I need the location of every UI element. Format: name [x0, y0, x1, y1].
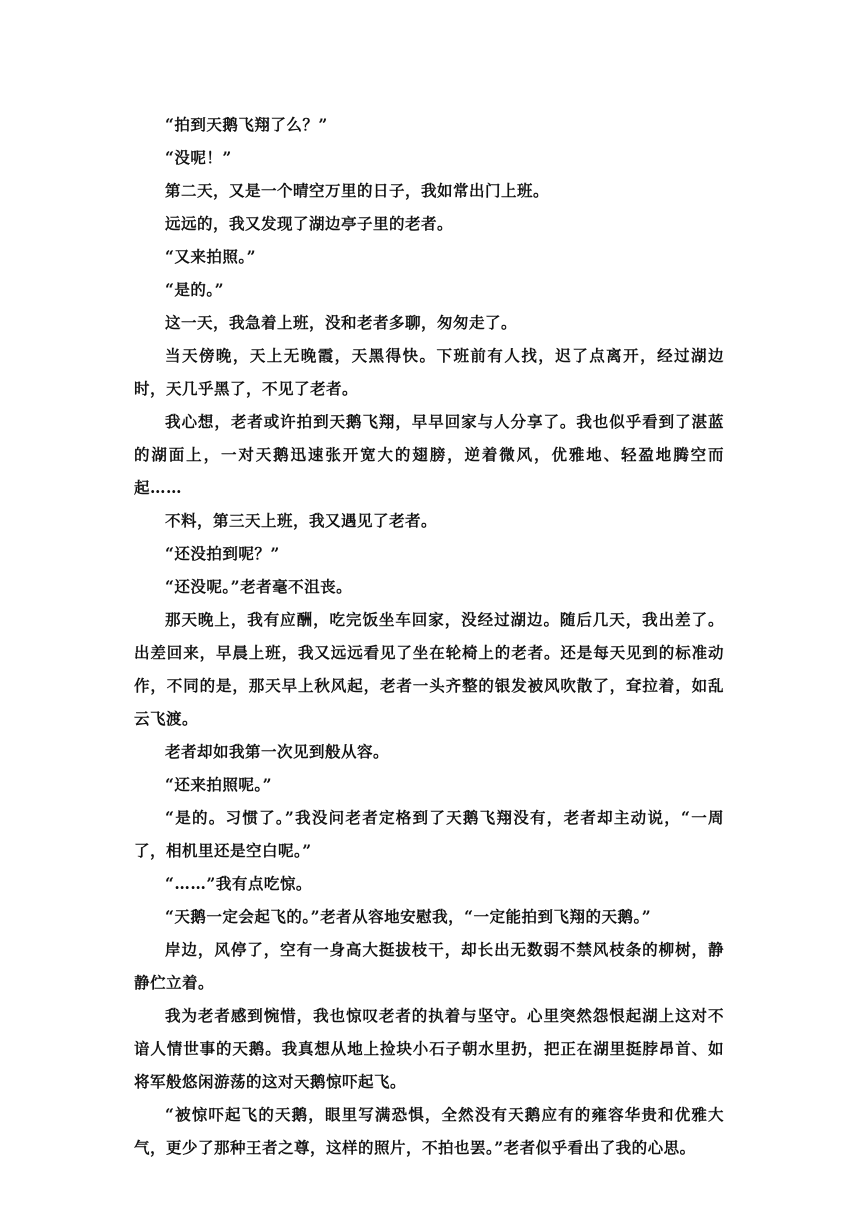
paragraph-5: “又来拍照。” [165, 247, 257, 266]
paragraph-13: 那天晚上，我有应酬，吃完饭坐车回家，没经过湖边。随后几天，我出差了。出差回来，早晨上班，我又远远看见了坐在轮椅上的老者。还是每天见到的标准动作，不同的是，那天早上秋风起，老者一头齐整的银发被风吹散了，耷拉着，如乱云飞渡。 [134, 610, 724, 728]
paragraph-7: 这一天，我急着上班，没和老者多聊，匆匆走了。 [165, 313, 518, 332]
paragraph-4: 远远的，我又发现了湖边亭子里的老者。 [165, 214, 454, 233]
paragraph-15: “还来拍照呢。” [165, 775, 273, 794]
paragraph-21: “被惊吓起飞的天鹅，眼里写满恐惧，全然没有天鹅应有的雍容华贵和优雅大气，更少了那种王者之尊，这样的照片，不拍也罢。”老者似乎看出了我的心思。 [134, 1105, 724, 1157]
paragraph-6: “是的。” [165, 280, 225, 299]
paragraph-14: 老者却如我第一次见到般从容。 [165, 742, 390, 761]
paragraph-9: 我心想，老者或许拍到天鹅飞翔，早早回家与人分享了。我也似乎看到了湛蓝的湖面上，一对天鹅迅速张开宽大的翅膀，逆着微风，优雅地、轻盈地腾空而起…… [134, 412, 724, 497]
paragraph-11: “还没拍到呢？” [165, 544, 280, 563]
paragraph-1: “拍到天鹅飞翔了么？” [165, 115, 328, 134]
paragraph-12: “还没呢。”老者毫不沮丧。 [165, 577, 353, 596]
paragraph-17: “……”我有点吃惊。 [165, 874, 312, 893]
paragraph-20: 我为老者感到惋惜，我也惊叹老者的执着与坚守。心里突然怨恨起湖上这对不谙人情世事的天鹅。我真想从地上捡块小石子朝水里扔，把正在湖里挺脖昂首、如将军般悠闲游荡的这对天鹅惊吓起飞。 [134, 1006, 724, 1091]
paragraph-8: 当天傍晚，天上无晚霞，天黑得快。下班前有人找，迟了点离开，经过湖边时，天几乎黑了，不见了老者。 [134, 346, 724, 398]
paragraph-3: 第二天，又是一个晴空万里的日子，我如常出门上班。 [165, 181, 550, 200]
paragraph-18: “天鹅一定会起飞的。”老者从容地安慰我，“一定能拍到飞翔的天鹅。” [165, 907, 652, 926]
paragraph-10: 不料，第三天上班，我又遇见了老者。 [165, 511, 438, 530]
paragraph-16: “是的。习惯了。”我没问老者定格到了天鹅飞翔没有，老者却主动说，“一周了，相机里还是空白呢。” [134, 808, 724, 860]
paragraph-19: 岸边，风停了，空有一身高大挺拔枝干，却长出无数弱不禁风枝条的柳树，静静伫立着。 [134, 940, 724, 992]
paragraph-2: “没呢！” [165, 148, 232, 167]
